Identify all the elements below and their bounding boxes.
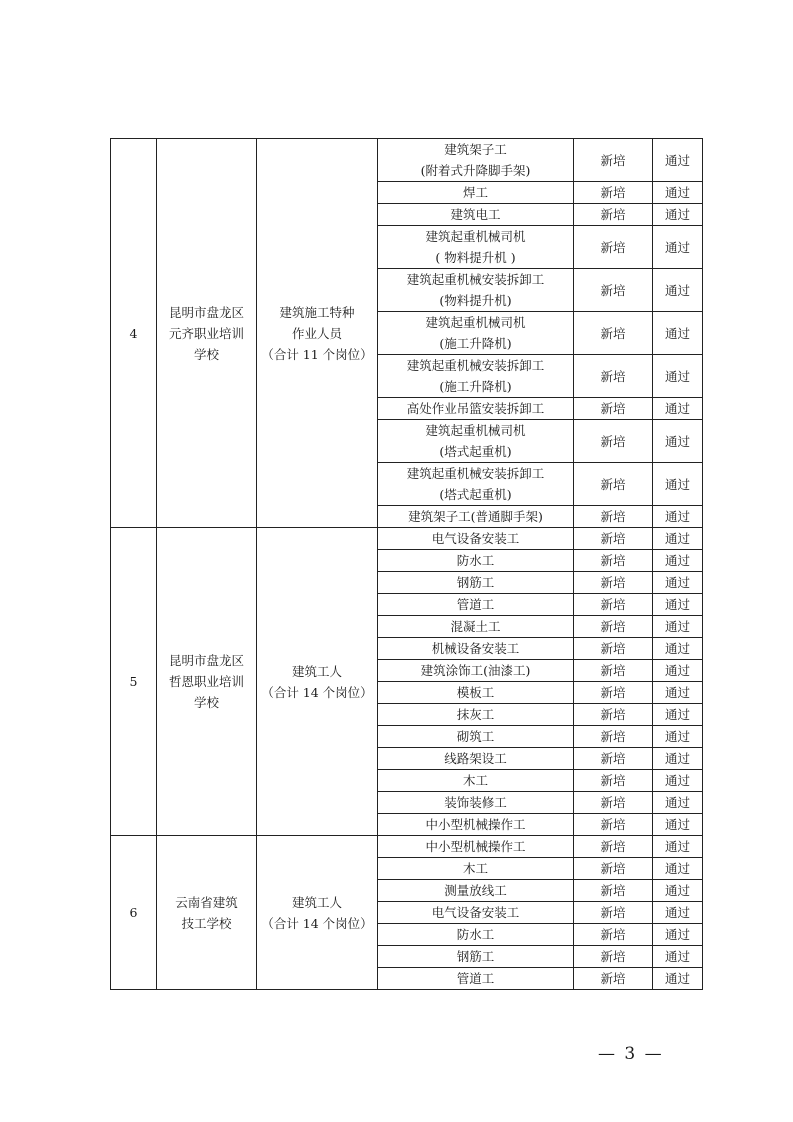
result: 通过 [653,770,703,792]
result: 通过 [653,312,703,355]
job-title-line: 中小型机械操作工 [425,839,526,854]
training-type: 新培 [574,572,653,594]
training-type: 新培 [574,748,653,770]
table-row [111,836,703,858]
table-row [111,139,703,182]
result: 通过 [653,858,703,880]
job-title [378,355,574,398]
job-title-line: 装饰装修工 [444,795,507,810]
job-title [378,704,574,726]
job-title-line: 电气设备安装工 [431,905,520,920]
school-name-line: 技工学校 [181,915,232,931]
job-title [378,836,574,858]
school-name-line: 学校 [193,346,219,362]
job-title-line: 建筑起重机械安装拆卸工 [406,272,545,287]
result: 通过 [653,836,703,858]
job-title-line: (塔式起重机) [439,487,512,502]
job-category-line: 建筑工人 [291,663,342,679]
training-type: 新培 [574,836,653,858]
result: 通过 [653,463,703,506]
training-type: 新培 [574,792,653,814]
job-title [378,770,574,792]
job-title-line: 木工 [462,773,488,788]
training-type: 新培 [574,924,653,946]
job-title-line: ( 物料提升机 ) [435,250,516,265]
job-category [257,139,378,528]
result: 通过 [653,550,703,572]
training-type: 新培 [574,660,653,682]
job-title-line: 建筑架子工 [444,142,507,157]
job-title-line: 建筑起重机械司机 [425,229,526,244]
result: 通过 [653,814,703,836]
job-title-line: 高处作业吊篮安装拆卸工 [406,401,545,416]
job-title [378,968,574,990]
job-category-line: 建筑施工特种 [279,304,355,320]
job-title-line: (附着式升降脚手架) [420,163,531,178]
result: 通过 [653,572,703,594]
job-title [378,550,574,572]
job-title-line: 抹灰工 [456,707,495,722]
job-title [378,924,574,946]
job-title [378,204,574,226]
training-type: 新培 [574,355,653,398]
job-title-line: 模板工 [456,685,495,700]
job-title [378,726,574,748]
job-title-line: (施工升降机) [439,336,512,351]
job-title-line: 防水工 [456,927,495,942]
result: 通过 [653,704,703,726]
job-title [378,572,574,594]
job-title [378,880,574,902]
job-title [378,858,574,880]
job-title-line: 管道工 [456,971,495,986]
page-number: — 3 — [598,1044,664,1064]
job-title-line: 建筑涂饰工(油漆工) [420,663,531,678]
job-title-line: 防水工 [456,553,495,568]
result: 通过 [653,902,703,924]
row-number: 5 [111,528,157,836]
job-title-line: 钢筋工 [456,575,495,590]
training-type: 新培 [574,770,653,792]
job-category [257,836,378,990]
training-type: 新培 [574,902,653,924]
job-title-line: 钢筋工 [456,949,495,964]
result: 通过 [653,420,703,463]
training-type: 新培 [574,638,653,660]
job-title-line: 中小型机械操作工 [425,817,526,832]
result: 通过 [653,506,703,528]
result: 通过 [653,682,703,704]
job-title [378,139,574,182]
training-type: 新培 [574,814,653,836]
training-type: 新培 [574,946,653,968]
training-type: 新培 [574,139,653,182]
job-title-line: 线路架设工 [444,751,507,766]
job-title [378,226,574,269]
school-name-line: 学校 [193,695,219,710]
training-type: 新培 [574,463,653,506]
result: 通过 [653,946,703,968]
school-name [157,139,257,528]
job-title-line: 电气设备安装工 [431,531,520,546]
result: 通过 [653,638,703,660]
job-title [378,902,574,924]
job-title-line: 建筑电工 [450,207,501,222]
job-category-line: （合计 14 个岗位） [261,684,373,700]
job-title [378,463,574,506]
training-type: 新培 [574,726,653,748]
job-title [378,660,574,682]
result: 通过 [653,792,703,814]
job-category-line: 建筑工人 [291,894,342,910]
row-number: 4 [111,139,157,528]
training-type: 新培 [574,550,653,572]
result: 通过 [653,968,703,990]
training-type: 新培 [574,968,653,990]
job-title-line: 建筑起重机械司机 [425,423,526,438]
training-results-table [110,138,703,990]
training-type: 新培 [574,704,653,726]
job-title-line: 管道工 [456,597,495,612]
result: 通过 [653,528,703,550]
job-title-line: 机械设备安装工 [431,641,520,656]
table-row [111,528,703,550]
result: 通过 [653,880,703,902]
training-type: 新培 [574,204,653,226]
training-type: 新培 [574,182,653,204]
job-title [378,946,574,968]
job-title [378,814,574,836]
result: 通过 [653,748,703,770]
training-type: 新培 [574,880,653,902]
job-title [378,398,574,420]
school-name-line: 昆明市盘龙区 [168,653,244,668]
result: 通过 [653,355,703,398]
job-title [378,616,574,638]
job-title-line: 建筑起重机械安装拆卸工 [406,466,545,481]
job-title [378,638,574,660]
training-type: 新培 [574,506,653,528]
training-type: 新培 [574,616,653,638]
job-title-line: 焊工 [462,185,488,200]
result: 通过 [653,139,703,182]
training-type: 新培 [574,312,653,355]
result: 通过 [653,226,703,269]
result: 通过 [653,269,703,312]
training-type: 新培 [574,226,653,269]
job-title [378,792,574,814]
result: 通过 [653,616,703,638]
result: 通过 [653,660,703,682]
job-title-line: (施工升降机) [439,379,512,394]
school-name-line: 云南省建筑 [175,894,238,910]
job-title [378,269,574,312]
result: 通过 [653,594,703,616]
job-category-line: （合计 14 个岗位） [261,915,373,931]
row-number: 6 [111,836,157,990]
training-type: 新培 [574,682,653,704]
job-title [378,748,574,770]
job-title-line: 建筑起重机械司机 [425,315,526,330]
job-title-line: 木工 [462,861,488,876]
training-type: 新培 [574,858,653,880]
job-title-line: 混凝土工 [450,619,501,634]
result: 通过 [653,924,703,946]
result: 通过 [653,182,703,204]
result: 通过 [653,398,703,420]
school-name-line: 昆明市盘龙区 [168,304,244,320]
job-category-line: 作业人员 [291,325,342,341]
job-category [257,528,378,836]
job-title [378,594,574,616]
result: 通过 [653,726,703,748]
job-title [378,682,574,704]
result: 通过 [653,204,703,226]
job-title-line: 砌筑工 [456,729,495,744]
training-type: 新培 [574,269,653,312]
school-name-line: 哲恩职业培训 [168,674,244,689]
job-title [378,312,574,355]
job-title-line: (物料提升机) [439,293,512,308]
training-type: 新培 [574,398,653,420]
job-title [378,420,574,463]
table-body [111,139,703,990]
school-name [157,836,257,990]
job-title-line: 建筑起重机械安装拆卸工 [406,358,545,373]
job-title-line: 建筑架子工(普通脚手架) [408,509,543,524]
job-title [378,506,574,528]
job-title-line: (塔式起重机) [439,444,512,459]
training-type: 新培 [574,528,653,550]
school-name [157,528,257,836]
school-name-line: 元齐职业培训 [168,325,244,341]
job-category-line: （合计 11 个岗位） [261,346,373,362]
training-type: 新培 [574,594,653,616]
job-title [378,528,574,550]
job-title [378,182,574,204]
job-title-line: 测量放线工 [444,883,507,898]
training-type: 新培 [574,420,653,463]
